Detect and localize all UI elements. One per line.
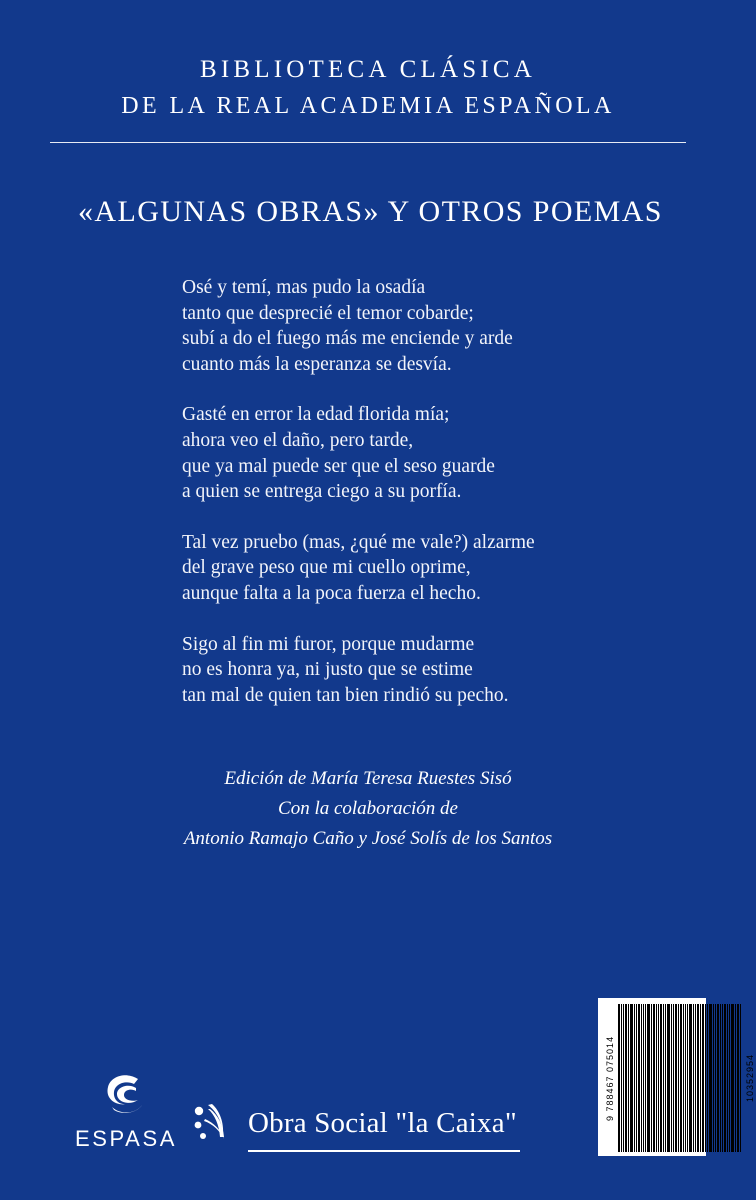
poem-stanza (182, 402, 676, 504)
poem-line: del grave peso que mi cuello oprime, (182, 557, 471, 579)
poem-line: tanto que desprecié el temor cobarde; (182, 302, 474, 324)
poem-line: Gasté en error la edad florida mía; (182, 404, 450, 426)
publisher-logo (66, 1066, 186, 1152)
barcode-right-digits: 10352954 (745, 1053, 755, 1103)
poem-line: ahora veo el daño, pero tarde, (182, 429, 414, 451)
credits (0, 764, 736, 854)
collection-header (0, 0, 736, 124)
poem-line: a quien se entrega ciego a su porfía. (182, 481, 462, 503)
credit-collaboration-label: Con la colaboración de (278, 798, 458, 820)
collection-line-2: DE LA REAL ACADEMIA ESPAÑOLA (121, 93, 615, 119)
poem-line: Osé y temí, mas pudo la osadía (182, 277, 426, 298)
footer (0, 960, 755, 1200)
page-title: «ALGUNAS OBRAS» Y OTROS POEMAS (78, 195, 663, 228)
poem-line: no es honra ya, ni justo que se estime (182, 659, 473, 681)
poem-stanza (182, 530, 676, 607)
poem (0, 275, 736, 708)
barcode (598, 998, 755, 1156)
collection-line-1: BIBLIOTECA CLÁSICA (199, 56, 537, 83)
barcode-bars (618, 1004, 742, 1152)
header-divider (50, 142, 686, 143)
sponsor-underline (248, 1150, 520, 1152)
sponsor-name: Obra Social "la Caixa" (248, 1106, 517, 1139)
poem-line: cuanto más la esperanza se desvía. (182, 353, 452, 375)
credit-collaborators: Antonio Ramajo Caño y José Solís de los Santos (183, 828, 553, 850)
poem-line: que ya mal puede ser que el seso guarde (182, 455, 495, 477)
poem-line: Tal vez pruebo (mas, ¿qué me vale?) alzarme (182, 531, 535, 553)
poem-stanza (182, 275, 676, 377)
poem-line: subí a do el fuego más me enciende y arde (182, 328, 513, 350)
barcode-left-digits: 9 788467 075014 (605, 1035, 615, 1121)
publisher-name: ESPASA (74, 1126, 177, 1151)
sponsor-logo (190, 1101, 517, 1145)
lacaixa-star-icon (190, 1101, 234, 1145)
credit-editor: Edición de María Teresa Ruestes Sisó (224, 768, 512, 790)
poem-line: tan mal de quien tan bien rindió su pecho. (182, 684, 509, 706)
poem-line: aunque falta a la poca fuerza el hecho. (182, 582, 481, 604)
poem-stanza (182, 632, 676, 709)
poem-line: Sigo al fin mi furor, porque mudarme (182, 633, 475, 655)
espasa-e-icon (98, 1066, 154, 1122)
